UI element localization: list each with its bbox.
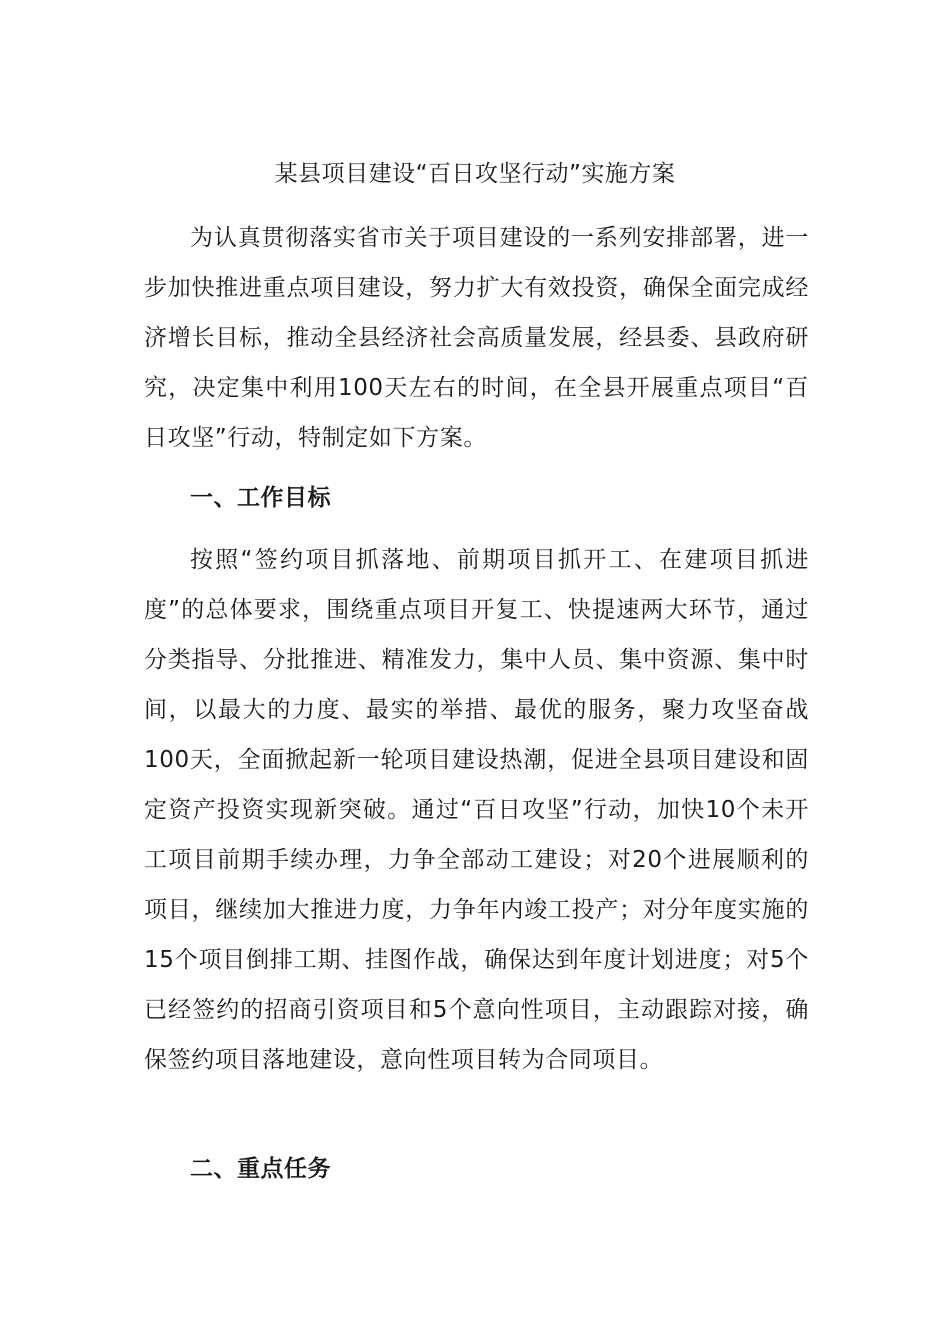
document-title: 某县项目建设“百日攻坚行动”实施方案: [274, 161, 676, 187]
section-heading-key-tasks: 二、重点任务: [190, 1156, 331, 1182]
section-heading-work-goals: 一、工作目标: [190, 485, 331, 511]
intro-paragraph: 为认真贯彻落实省市关于项目建设的一系列安排部署，进一步加快推进重点项目建设，努力扩大有效投资，确保全面完成经济增长目标，推动全县经济社会高质量发展，经县委、县政府研究，决定集中利用100天左右的时间，在全县开展重点项目“百日攻坚”行动，特制定如下方案。: [144, 225, 809, 451]
work-goals-paragraph: 按照“签约项目抓落地、前期项目抓开工、在建项目抓进度”的总体要求，围绕重点项目开复工、快提速两大环节，通过分类指导、分批推进、精准发力，集中人员、集中资源、集中时间，以最大的力度、最实的举措、最优的服务，聚力攻坚奋战100天，全面掀起新一轮项目建设热潮，促进全县项目建设和固定资产投资实现新突破。通过“百日攻坚”行动，加快10个未开工项目前期手续办理，力争全部动工建设；对20个进展顺利的项目，继续加大推进力度，力争年内竣工投产；对分年度实施的15个项目倒排工期、挂图作战，确保达到年度计划进度；对5个已经签约的招商引资项目和5个意向性项目，主动跟踪对接，确保签约项目落地建设，意向性项目转为合同项目。: [144, 547, 809, 1073]
